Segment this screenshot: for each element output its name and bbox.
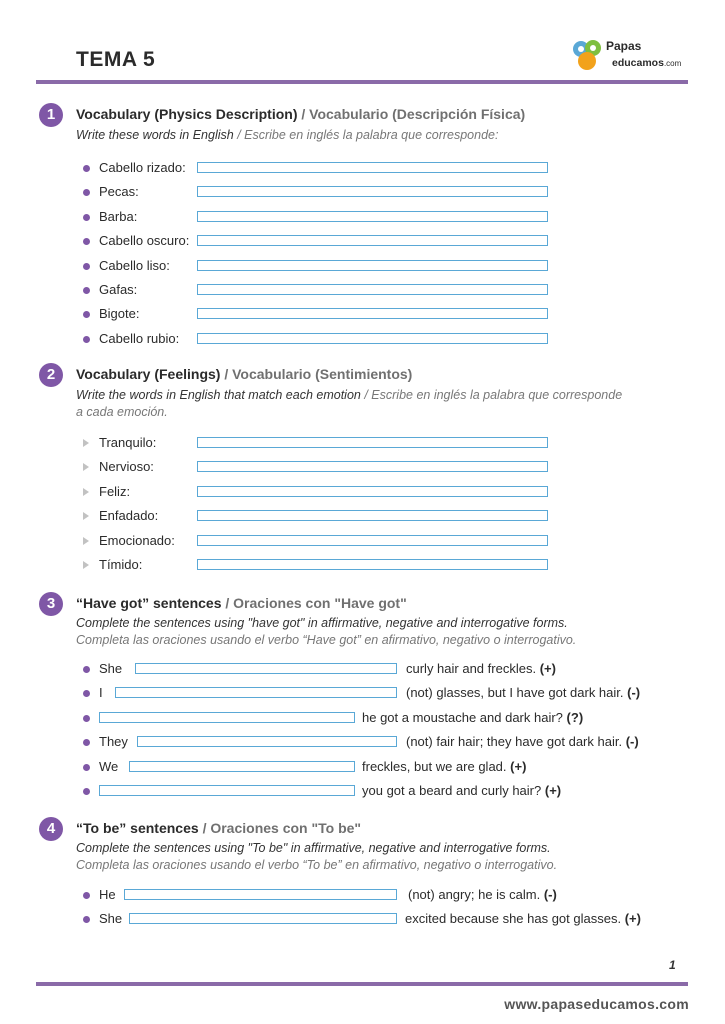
answer-field[interactable] — [197, 510, 548, 521]
section-3-title-en: “Have got” sentences — [76, 595, 222, 611]
instr-es-cont: a cada emoción. — [76, 405, 168, 419]
sentence-type-tag: (-) — [543, 887, 557, 902]
answer-field[interactable] — [197, 535, 548, 546]
bullet-icon — [83, 715, 90, 722]
section-3-title-es: Oraciones con "Have got" — [233, 595, 407, 611]
section-4-instructions — [76, 840, 557, 874]
section-3-instructions — [76, 615, 576, 649]
sentence-text: he got a moustache and dark hair? — [362, 710, 563, 725]
answer-field[interactable] — [197, 211, 548, 222]
section-4-number: 4 — [39, 817, 63, 841]
logo-text-educamos — [612, 57, 681, 69]
vocab-label: Cabello oscuro: — [99, 233, 190, 249]
sentence-subject: She — [99, 911, 123, 926]
bullet-icon — [83, 311, 90, 318]
sentence-rest — [406, 685, 640, 701]
section-1-instructions — [76, 127, 498, 144]
answer-field[interactable] — [197, 559, 548, 570]
triangle-bullet-icon — [83, 561, 89, 569]
title-separator: / — [224, 366, 229, 382]
vocab-label: Cabello rizado: — [99, 160, 186, 175]
sentence-text: curly hair and freckles. — [406, 661, 537, 676]
bullet-icon — [83, 892, 90, 899]
section-4-title-en: “To be” sentences — [76, 820, 199, 836]
answer-field[interactable] — [197, 486, 548, 497]
answer-field[interactable] — [99, 785, 355, 796]
answer-field[interactable] — [197, 437, 548, 448]
sentence-text: you got a beard and curly hair? — [362, 783, 542, 798]
instr-es: Completa las oraciones usando el verbo “Have got” en afirmativo, negativo o interrogativo. — [76, 633, 577, 647]
footer-url: www.papaseducamos.com — [504, 996, 689, 1012]
instr-es: / Escribe en inglés la palabra que corresponde: — [237, 128, 499, 142]
sentence-text: (not) fair hair; they have got dark hair. — [406, 734, 623, 749]
sentence-type-tag: (+) — [539, 661, 556, 676]
answer-field[interactable] — [197, 235, 548, 246]
section-4-title — [76, 820, 361, 836]
answer-field[interactable] — [135, 663, 397, 674]
title-separator: / — [301, 106, 306, 122]
sentence-subject: They — [99, 734, 128, 749]
section-2-title — [76, 366, 412, 382]
answer-field[interactable] — [197, 162, 548, 173]
bullet-icon — [83, 214, 90, 221]
bullet-icon — [83, 165, 90, 172]
vocab-label: Bigote: — [99, 306, 140, 322]
bullet-icon — [83, 690, 90, 697]
sentence-subject: She — [99, 661, 123, 676]
section-1-title — [76, 106, 525, 122]
instr-en: Write the words in English that match each emotion — [76, 388, 361, 402]
sentence-type-tag: (-) — [625, 734, 639, 749]
section-1-title-en: Vocabulary (Physics Description) — [76, 106, 298, 122]
section-3-number: 3 — [39, 592, 63, 616]
logo-text-papas: Papas — [606, 39, 642, 53]
triangle-bullet-icon — [83, 488, 89, 496]
answer-field[interactable] — [197, 333, 548, 344]
sentence-subject: I — [99, 685, 103, 700]
logo-tld: .com — [663, 59, 682, 68]
bullet-icon — [83, 238, 90, 245]
title-separator: / — [202, 820, 207, 836]
answer-field[interactable] — [137, 736, 397, 747]
vocab-label: Tranquilo: — [99, 435, 157, 450]
instr-en: Complete the sentences using "have got" in affirmative, negative and interrogative forms. — [76, 616, 568, 630]
instr-es: / Escribe en inglés la palabra que corresponde — [364, 388, 623, 402]
sentence-rest — [362, 783, 561, 799]
sentence-text: (not) glasses, but I have got dark hair. — [406, 685, 624, 700]
sentence-type-tag: (+) — [624, 911, 641, 926]
triangle-bullet-icon — [83, 463, 89, 471]
bullet-icon — [83, 287, 90, 294]
triangle-bullet-icon — [83, 537, 89, 545]
vocab-label: Nervioso: — [99, 459, 154, 475]
vocab-label: Cabello liso: — [99, 257, 170, 273]
bullet-icon — [83, 764, 90, 771]
vocab-label: Pecas: — [99, 184, 139, 200]
vocab-label: Tímido: — [99, 557, 143, 572]
sentence-type-tag: (-) — [627, 685, 641, 700]
sentence-type-tag: (+) — [510, 759, 527, 774]
title-separator: / — [225, 595, 230, 611]
instr-en: Write these words in English — [76, 128, 234, 142]
sentence-type-tag: (+) — [544, 783, 562, 798]
section-1-title-es: Vocabulario (Descripción Física) — [309, 106, 526, 122]
bullet-icon — [83, 189, 90, 196]
section-4-title-es: Oraciones con "To be" — [210, 820, 362, 836]
bullet-icon — [83, 666, 90, 673]
answer-field[interactable] — [197, 260, 548, 271]
vocab-label: Enfadado: — [99, 508, 159, 524]
page-title: TEMA 5 — [76, 48, 156, 71]
section-1-number: 1 — [39, 103, 63, 127]
sentence-text: freckles, but we are glad. — [362, 759, 507, 774]
answer-field[interactable] — [124, 889, 397, 900]
instr-en: Complete the sentences using "To be" in affirmative, negative and interrogative forms. — [76, 841, 551, 855]
vocab-label: Gafas: — [99, 282, 138, 297]
vocab-label: Barba: — [99, 208, 138, 224]
triangle-bullet-icon — [83, 512, 89, 520]
sentence-rest — [406, 661, 556, 677]
answer-field[interactable] — [129, 913, 397, 924]
sentence-rest — [405, 911, 641, 927]
sentence-subject: He — [99, 887, 116, 902]
triangle-bullet-icon — [83, 439, 89, 447]
bullet-icon — [83, 739, 90, 746]
vocab-label: Cabello rubio: — [99, 330, 180, 346]
answer-field[interactable] — [99, 712, 355, 723]
vocab-label: Emocionado: — [99, 532, 175, 548]
logo-edu-word: educamos — [612, 57, 664, 69]
section-2-instructions — [76, 387, 622, 421]
page-number: 1 — [669, 958, 676, 972]
footer-divider — [36, 982, 688, 986]
sentence-text: (not) angry; he is calm. — [408, 887, 541, 902]
bullet-icon — [83, 263, 90, 270]
section-2-number: 2 — [39, 363, 63, 387]
sentence-type-tag: (?) — [566, 710, 584, 725]
sentence-rest — [408, 887, 557, 903]
answer-field[interactable] — [129, 761, 355, 772]
family-logo-icon — [570, 37, 606, 73]
instr-es: Completa las oraciones usando el verbo “To be” en afirmativo, negativo o interrogativo. — [76, 858, 558, 872]
answer-field[interactable] — [115, 687, 397, 698]
answer-field[interactable] — [197, 186, 548, 197]
sentence-rest — [406, 734, 639, 750]
brand-logo — [570, 35, 690, 75]
section-2-title-en: Vocabulary (Feelings) — [76, 366, 221, 382]
answer-field[interactable] — [197, 308, 548, 319]
bullet-icon — [83, 336, 90, 343]
section-3-title — [76, 595, 407, 611]
answer-field[interactable] — [197, 461, 548, 472]
sentence-rest — [362, 759, 526, 775]
vocab-label: Feliz: — [99, 483, 131, 499]
header-divider — [36, 80, 688, 84]
bullet-icon — [83, 916, 90, 923]
bullet-icon — [83, 788, 90, 795]
sentence-rest — [362, 710, 583, 726]
sentence-subject: We — [99, 759, 119, 774]
sentence-text: excited because she has got glasses. — [405, 911, 622, 926]
answer-field[interactable] — [197, 284, 548, 295]
section-2-title-es: Vocabulario (Sentimientos) — [232, 366, 413, 382]
